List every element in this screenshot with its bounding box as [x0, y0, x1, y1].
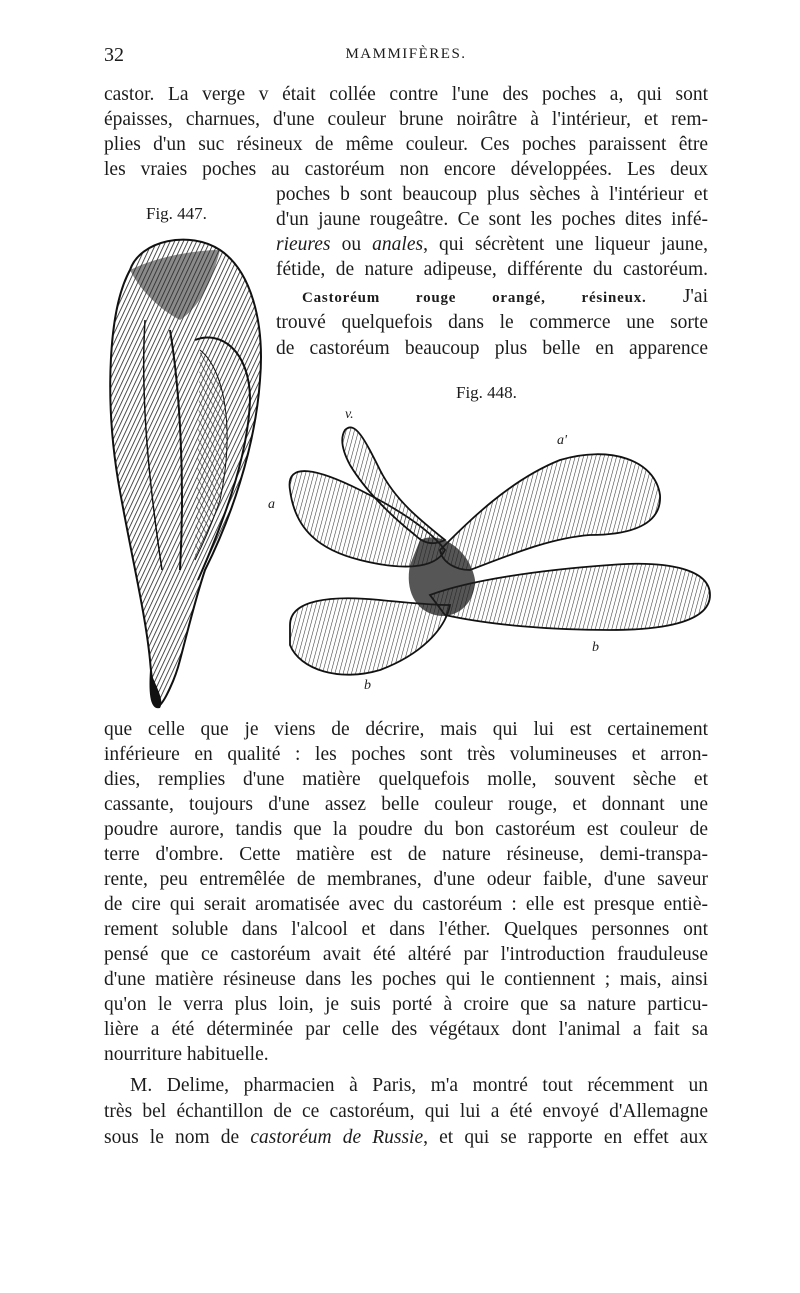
- italic-term: rieures: [276, 234, 331, 255]
- text-line: de castoréum beaucoup plus belle en apparence: [276, 338, 708, 359]
- text-line: dies, remplies d'une matière quelquefois molle, souvent sèche et: [104, 769, 708, 790]
- figure-447-illustration: [100, 230, 270, 710]
- figure-letter-a: a: [268, 497, 275, 512]
- section-heading: Castoréum rouge orangé, résineux.: [302, 290, 647, 306]
- section-heading-line: [276, 284, 708, 311]
- italic-term: anales: [372, 234, 424, 255]
- text-line: pensé que ce castoréum avait été altéré par l'introduction frauduleuse: [104, 944, 708, 965]
- text-fragment: , qui sécrètent une liqueur jaune,: [423, 234, 709, 255]
- text-line: M. Delime, pharmacien à Paris, m'a montré tout récemment un: [130, 1075, 708, 1096]
- text-line: fétide, de nature adipeuse, différente du castoréum.: [276, 259, 708, 280]
- text-line: poudre aurore, tandis que la poudre du bon castoréum est couleur de: [104, 819, 708, 840]
- text-line: [276, 232, 708, 258]
- text-fragment: , et qui se rapporte en effet aux: [423, 1127, 709, 1148]
- running-title: MAMMIFÈRES.: [345, 46, 467, 62]
- text-line: de cire qui serait aromatisée avec du castoréum : elle est presque entiè-: [104, 894, 708, 915]
- figure-letter-b-lower: b: [364, 678, 371, 693]
- text-line: très bel échantillon de ce castoréum, qui lui a été envoyé d'Allemagne: [104, 1101, 708, 1122]
- text-line: rente, peu entremêlée de membranes, d'une odeur faible, d'une saveur: [104, 869, 708, 890]
- page-number: 32: [104, 44, 124, 66]
- text-line: castor. La verge v était collée contre l'une des poches a, qui sont: [104, 84, 708, 105]
- text-line: que celle que je viens de décrire, mais qui lui est certainement: [104, 719, 708, 740]
- text-line: d'une matière résineuse dans les poches qui le contiennent ; mais, ainsi: [104, 969, 708, 990]
- text-line: cassante, toujours d'une assez belle couleur rouge, et donnant une: [104, 794, 708, 815]
- text-fragment: sous le nom de: [104, 1127, 251, 1148]
- text-line: inférieure en qualité : les poches sont très volumineuses et arron-: [104, 744, 708, 765]
- running-header: [104, 44, 708, 74]
- text-line: rement soluble dans l'alcool et dans l'éther. Quelques personnes ont: [104, 919, 708, 940]
- text-line: d'un jaune rougeâtre. Ce sont les poches dites infé-: [276, 209, 708, 230]
- text-line: épaisses, charnues, d'une couleur brune noirâtre à l'intérieur, et rem-: [104, 109, 708, 130]
- text-line: poches b sont beaucoup plus sèches à l'intérieur et: [276, 184, 708, 205]
- figure-letter-b: b: [592, 640, 599, 655]
- text-line: qu'on le verra plus loin, je suis porté à croire que sa nature particu-: [104, 994, 708, 1015]
- text-line: plies d'un suc résineux de même couleur. Ces poches paraissent être: [104, 134, 708, 155]
- text-line: les vraies poches au castoréum non encore développées. Les deux: [104, 159, 708, 180]
- figure-letter-v: v.: [345, 407, 354, 422]
- text-line: terre d'ombre. Cette matière est de nature résineuse, demi-transpa-: [104, 844, 708, 865]
- text-line: lière a été déterminée par celle des végétaux dont l'animal a fait sa: [104, 1019, 708, 1040]
- text-line: nourriture habituelle.: [104, 1044, 269, 1065]
- figure-448-label: Fig. 448.: [456, 383, 517, 402]
- figure-448-illustration: [270, 420, 720, 690]
- text-line: [104, 1125, 708, 1151]
- text-fragment: J'ai: [646, 286, 708, 307]
- text-line: trouvé quelquefois dans le commerce une sorte: [276, 312, 708, 333]
- text-fragment: ou: [330, 234, 373, 255]
- figure-447-label: Fig. 447.: [146, 204, 207, 223]
- figure-letter-a-prime: a': [557, 433, 567, 448]
- italic-term: castoréum de Russie: [250, 1127, 424, 1148]
